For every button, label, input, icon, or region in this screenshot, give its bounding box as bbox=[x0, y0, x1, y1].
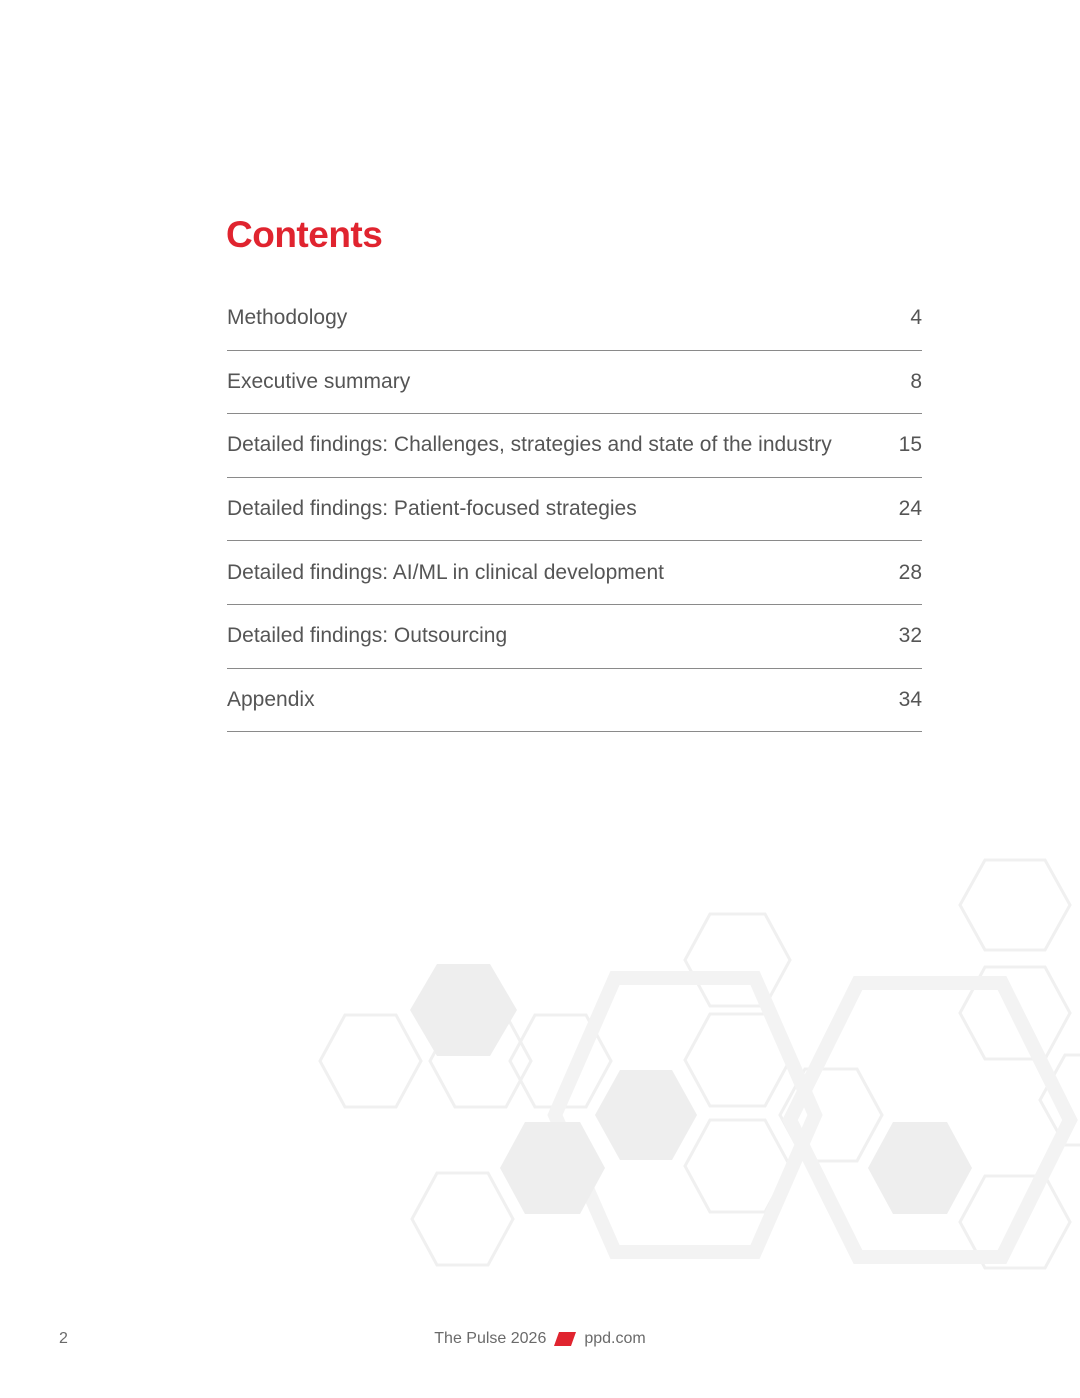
toc-entry-page-number: 4 bbox=[910, 306, 922, 330]
hexagon-pattern-background bbox=[300, 850, 1080, 1280]
toc-entry[interactable] bbox=[227, 605, 922, 669]
toc-entry[interactable] bbox=[227, 351, 922, 415]
toc-entry-label: Executive summary bbox=[227, 369, 411, 393]
toc-entry[interactable] bbox=[227, 541, 922, 605]
toc-entry[interactable] bbox=[227, 478, 922, 542]
page-title: Contents bbox=[226, 214, 383, 255]
red-parallelogram-icon bbox=[554, 1332, 576, 1346]
toc-entry-label: Methodology bbox=[227, 306, 348, 330]
toc-entry-page-number: 15 bbox=[898, 433, 922, 457]
toc-entry-label: Appendix bbox=[227, 687, 315, 711]
toc-entry-page-number: 28 bbox=[898, 560, 922, 584]
toc-entry[interactable] bbox=[227, 287, 922, 351]
footer bbox=[0, 1330, 1080, 1348]
toc-entry-label: Detailed findings: AI/ML in clinical development bbox=[227, 560, 664, 584]
toc-entry-label: Detailed findings: Challenges, strategies and state of the industry bbox=[227, 433, 832, 457]
toc-entry[interactable] bbox=[227, 414, 922, 478]
footer-website-link[interactable]: ppd.com bbox=[584, 1330, 646, 1347]
toc-entry-page-number: 24 bbox=[898, 497, 922, 521]
footer-page-number: 2 bbox=[59, 1330, 68, 1347]
toc-entry-page-number: 32 bbox=[898, 624, 922, 648]
footer-publication-name: The Pulse 2026 bbox=[434, 1330, 547, 1347]
toc-entry-page-number: 8 bbox=[910, 369, 922, 393]
table-of-contents bbox=[227, 287, 922, 732]
toc-entry-page-number: 34 bbox=[898, 687, 922, 711]
toc-entry[interactable] bbox=[227, 669, 922, 733]
toc-entry-label: Detailed findings: Patient-focused strategies bbox=[227, 497, 637, 521]
toc-entry-label: Detailed findings: Outsourcing bbox=[227, 624, 508, 648]
